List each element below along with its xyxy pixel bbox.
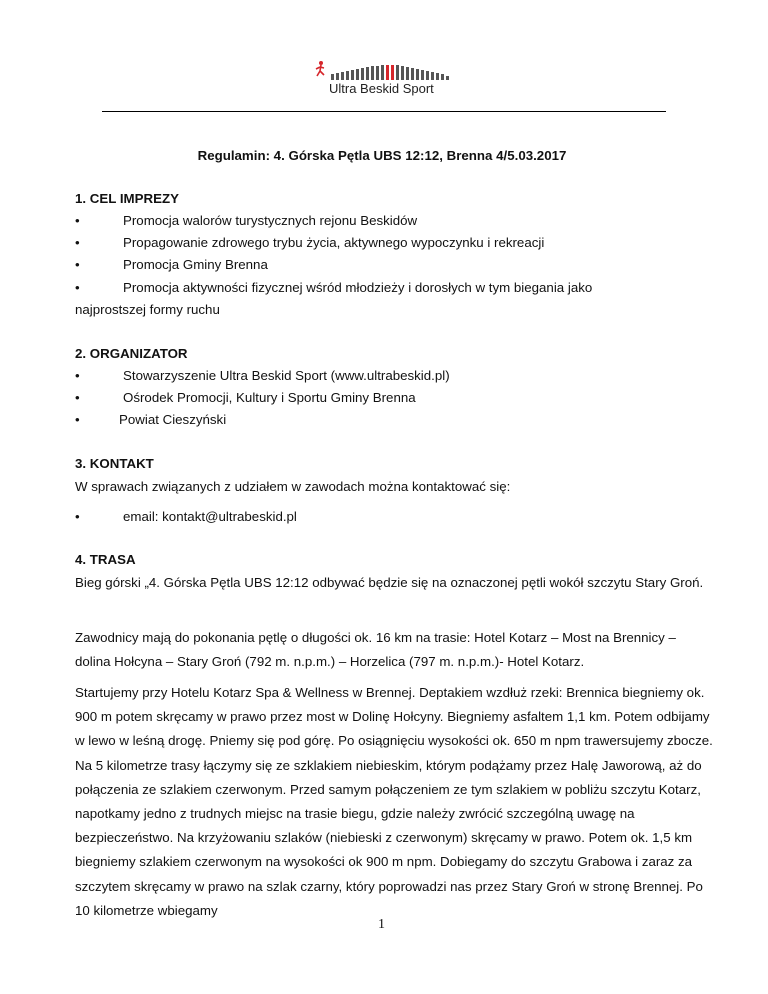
logo-text: Ultra Beskid Sport [329,81,434,96]
paragraph: Bieg górski „4. Górska Pętla UBS 12:12 odbywać będzie się na oznaczonej pętli wokół szczytu Stary Groń. [75,575,704,590]
list-item: • Promocja Gminy Brenna [75,257,268,272]
list-item: • Stowarzyszenie Ultra Beskid Sport (www.ultrabeskid.pl) [75,368,450,383]
logo-mark [315,60,455,82]
list-item: • Propagowanie zdrowego trybu życia, aktywnego wypoczynku i rekreacji [75,235,545,250]
paragraph: Startujemy przy Hotelu Kotarz Spa & Wellness w Brennej. Deptakiem wzdłuż rzeki: Brennica biegniemy ok. 900 m potem skręcamy w prawo przez most w Dolinę Hołcyny. Biegniemy asfaltem 1,1 km. Potem odbijamy w lewo w leśną drogę. Pniemy się pod górę. Po osiągnięciu wysokości ok. 650 m npm trawersujemy zbocze. Na 5 kilometrze trasy łączymy się ze szklakiem niebieskim, którym podążamy przez Halę Jaworową, aż do połączenia ze szlakiem czerwonym. Przed samym połączeniem ze tym szlakiem w pobliżu szczytu Kotarz, napotkamy jedno z trudnych miejsc na trasie biegu, gdzie należy zwrócić szczególną uwagę na bezpieczeństwo. Na krzyżowaniu szlaków (niebieski z czerwonym) skręcamy w prawo. Potem ok. 1,5 km biegniemy szlakiem czerwonym na wysokości ok 900 m npm. Dobiegamy do szczytu Grabowa i zaraz za szczytem skręcamy w prawo na szlak czarny, który poprowadzi nas przez Stary Groń w stronę Brennej. Po 10 kilometrze wbiegamy [75,685,713,918]
contact-email: email: kontakt@ultrabeskid.pl [123,509,297,524]
list-item: • email: kontakt@ultrabeskid.pl [75,509,297,524]
section-heading-cel: 1. CEL IMPREZY [75,191,179,206]
list-item-continuation: najprostszej formy ruchu [75,302,220,317]
header-divider [102,111,666,112]
section-heading-trasa: 4. TRASA [75,552,136,567]
list-item: • Promocja walorów turystycznych rejonu Beskidów [75,213,418,228]
list-item: • Powiat Cieszyński [75,412,227,427]
list-item: • Ośrodek Promocji, Kultury i Sportu Gminy Brenna [75,390,416,405]
track-bars-graphic [331,65,449,80]
page-number: 1 [378,917,385,932]
section-heading-organizator: 2. ORGANIZATOR [75,346,188,361]
document-title: Regulamin: 4. Górska Pętla UBS 12:12, Brenna 4/5.03.2017 [197,148,567,163]
list-item: • Promocja aktywności fizycznej wśród młodzieży i dorosłych w tym biegania jako [75,280,593,295]
paragraph: Zawodnicy mają do pokonania pętlę o długości ok. 16 km na trasie: Hotel Kotarz – Most na Brennicy – dolina Hołcyna – Stary Groń (792 m. n.p.m.) – Horzelica (797 m. n.p.m.)- Hotel Kotarz. [75,630,676,670]
runner-icon [316,61,324,76]
section-heading-kontakt: 3. KONTAKT [75,456,154,471]
ultra-beskid-sport-logo [315,60,455,100]
kontakt-intro: W sprawach związanych z udziałem w zawodach można kontaktować się: [75,479,511,494]
